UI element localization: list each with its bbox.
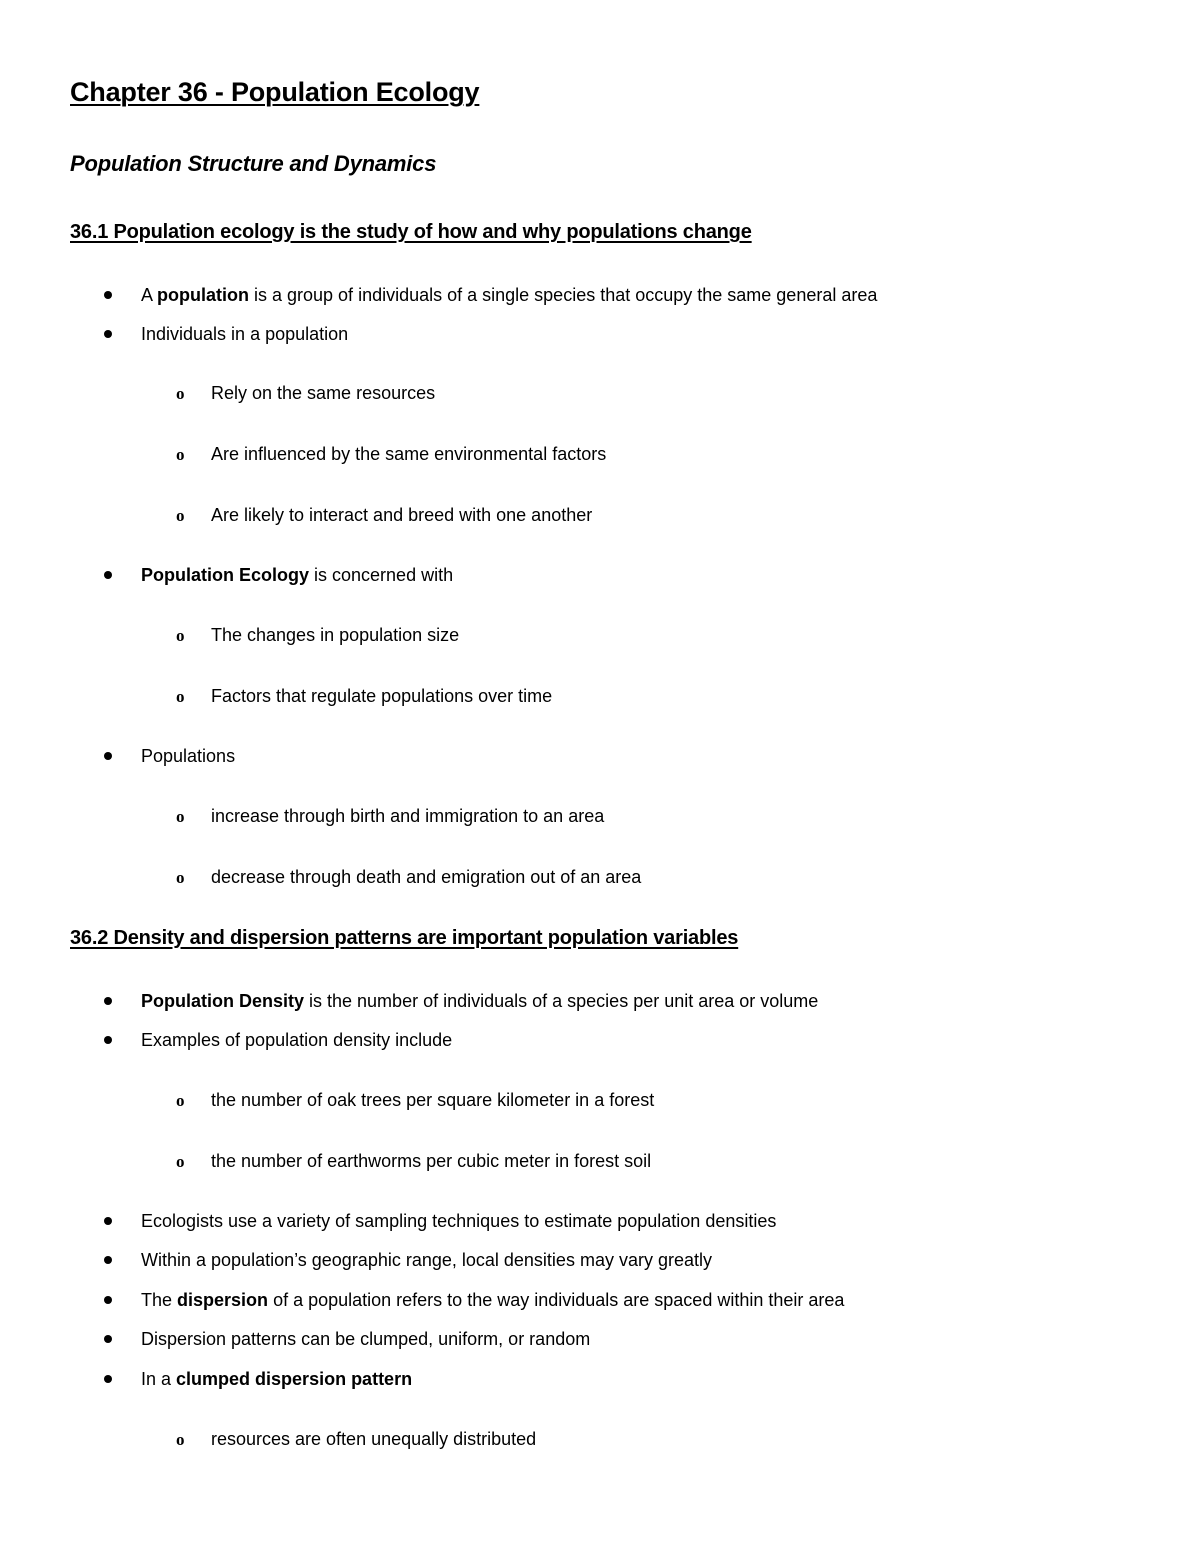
sub-bullet-marker: o	[176, 384, 185, 403]
list-item: The dispersion of a population refers to the way individuals are spaced within their area	[141, 1290, 845, 1310]
list-item: Populations	[141, 746, 236, 766]
sub-bullet-marker: o	[176, 807, 185, 826]
sub-bullet-marker: o	[176, 626, 185, 645]
sub-list-item: Are influenced by the same environmental factors	[211, 444, 607, 464]
sub-bullet-marker: o	[176, 687, 185, 706]
sub-bullet-marker: o	[176, 445, 185, 464]
list-item: Examples of population density include	[141, 1030, 453, 1050]
bullet-dot	[104, 571, 112, 579]
chapter-subtitle: Population Structure and Dynamics	[70, 151, 437, 176]
list-item: In a clumped dispersion pattern	[141, 1369, 413, 1389]
sub-list-item: increase through birth and immigration to an area	[211, 806, 605, 826]
list-item: Ecologists use a variety of sampling techniques to estimate population densities	[141, 1211, 777, 1231]
sub-bullet-marker: o	[176, 1152, 185, 1171]
bullet-dot	[104, 752, 112, 760]
sub-list-item: Are likely to interact and breed with one another	[211, 505, 593, 525]
sub-bullet-marker: o	[176, 506, 185, 525]
sub-bullet-marker: o	[176, 868, 185, 887]
bullet-dot	[104, 997, 112, 1005]
sub-list-item: Rely on the same resources	[211, 383, 436, 403]
sub-list-item: resources are often unequally distributed	[211, 1429, 537, 1449]
list-item: Dispersion patterns can be clumped, uniform, or random	[141, 1329, 591, 1349]
bullet-dot	[104, 1296, 112, 1304]
sub-list-item: the number of earthworms per cubic meter in forest soil	[211, 1151, 652, 1171]
list-item: A population is a group of individuals of a single species that occupy the same general area	[141, 285, 878, 305]
sub-bullet-marker: o	[176, 1091, 185, 1110]
bullet-dot	[104, 291, 112, 299]
bullet-dot	[104, 1217, 112, 1225]
list-item: Individuals in a population	[141, 324, 349, 344]
list-item: Population Density is the number of individuals of a species per unit area or volume	[141, 991, 819, 1011]
sub-list-item: The changes in population size	[211, 625, 460, 645]
bullet-dot	[104, 1256, 112, 1264]
section-heading-36-1: 36.1 Population ecology is the study of how and why populations change	[70, 221, 752, 243]
bullet-dot	[104, 1375, 112, 1383]
sub-list-item: Factors that regulate populations over time	[211, 686, 553, 706]
sub-list-item: the number of oak trees per square kilometer in a forest	[211, 1090, 655, 1110]
sub-bullet-marker: o	[176, 1430, 185, 1449]
sub-list-item: decrease through death and emigration out of an area	[211, 867, 642, 887]
list-item: Population Ecology is concerned with	[141, 565, 454, 585]
list-item: Within a population’s geographic range, local densities may vary greatly	[141, 1250, 712, 1270]
chapter-title: Chapter 36 - Population Ecology	[70, 77, 480, 107]
bullet-dot	[104, 330, 112, 338]
bullet-dot	[104, 1335, 112, 1343]
section-heading-36-2: 36.2 Density and dispersion patterns are important population variables	[70, 927, 739, 949]
bullet-dot	[104, 1036, 112, 1044]
